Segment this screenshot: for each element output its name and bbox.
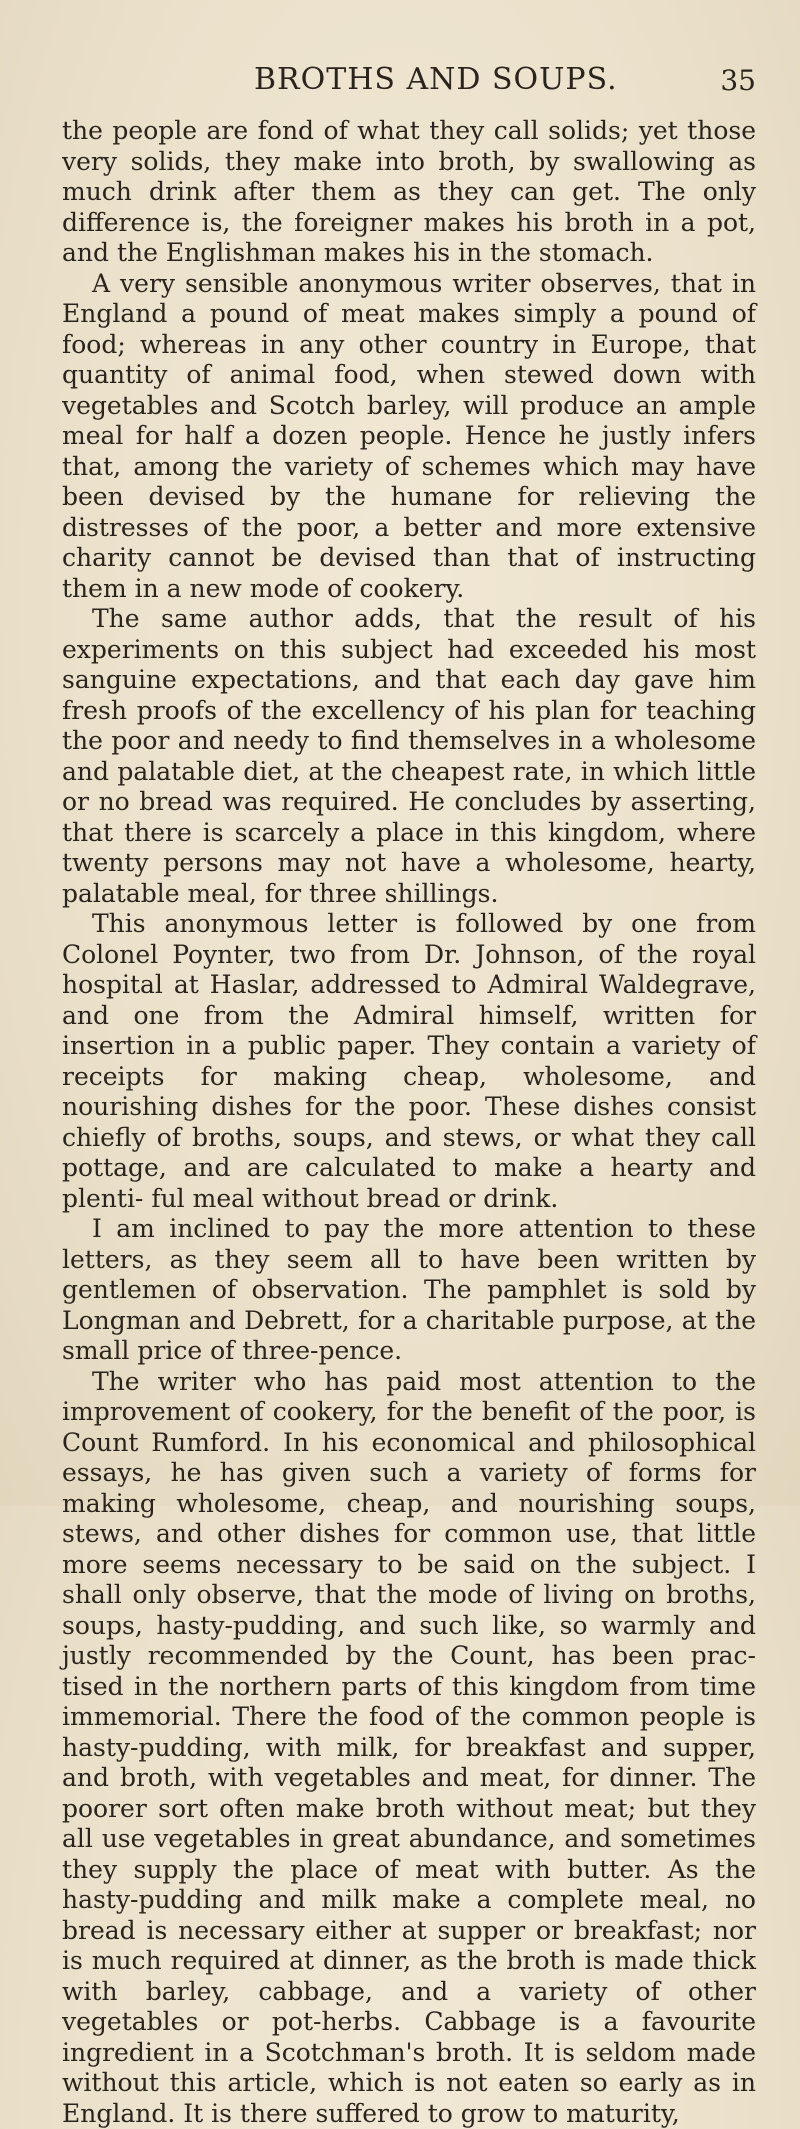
page-number: 35 bbox=[720, 64, 756, 97]
running-head bbox=[62, 62, 756, 98]
paragraph: the people are fond of what they call solids; yet those very solids, they make into broth, by swallowing as much drink after them as they can get. The only difference is, the foreigner makes his broth in a pot, and the Englishman makes his in the stomach. bbox=[62, 116, 756, 269]
paragraph: I am inclined to pay the more attention to these letters, as they seem all to have been written by gentlemen of observation. The pamphlet is sold by Longman and Debrett, for a charitable purpose, at the small price of three-pence. bbox=[62, 1214, 756, 1367]
paragraph: The writer who has paid most attention to the improvement of cookery, for the benefit of the poor, is Count Rumford. In his economical and philosophical essays, he has given such a variety of forms for making wholesome, cheap, and nourishing soups, stews, and other dishes for common use, that little more seems necessary to be said on the subject. I shall only observe, that the mode of living on broths, soups, hasty-pudding, and such like, so warmly and justly recommended by the Count, has been prac- tised in the northern parts of this kingdom from time immemorial. There the food of the common people is hasty-pudding, with milk, for breakfast and supper, and broth, with vegetables and meat, for dinner. The poorer sort often make broth without meat; but they all use vegetables in great abundance, and sometimes they supply the place of meat with butter. As the hasty-pudding and milk make a complete meal, no bread is necessary either at supper or breakfast; nor is much required at dinner, as the broth is made thick with barley, cabbage, and a variety of other vegetables or pot-herbs. Cabbage is a favourite ingredient in a Scotchman's broth. It is seldom made without this article, which is not eaten so early as in England. It is there suffered to grow to maturity, bbox=[62, 1367, 756, 2129]
paragraph: This anonymous letter is followed by one from Colonel Poynter, two from Dr. Johnson, of the royal hospital at Haslar, addressed to Admiral Waldegrave, and one from the Admiral himself, written for insertion in a public paper. They contain a variety of receipts for making cheap, wholesome, and nourishing dishes for the poor. These dishes consist chiefly of broths, soups, and stews, or what they call pottage, and are calculated to make a hearty and plenti- ful meal without bread or drink. bbox=[62, 909, 756, 1214]
running-title: BROTHS AND SOUPS. bbox=[254, 62, 618, 97]
body-text bbox=[62, 116, 756, 2129]
paragraph: The same author adds, that the result of his experiments on this subject had exceeded his most sanguine expectations, and that each day gave him fresh proofs of the excellency of his plan for teaching the poor and needy to find themselves in a wholesome and palatable diet, at the cheapest rate, in which little or no bread was required. He concludes by asserting, that there is scarcely a place in this kingdom, where twenty persons may not have a wholesome, hearty, palatable meal, for three shillings. bbox=[62, 604, 756, 909]
paragraph: A very sensible anonymous writer observes, that in England a pound of meat makes simply a pound of food; whereas in any other country in Europe, that quantity of animal food, when stewed down with vegetables and Scotch barley, will produce an ample meal for half a dozen people. Hence he justly infers that, among the variety of schemes which may have been devised by the humane for relieving the distresses of the poor, a better and more extensive charity cannot be devised than that of instructing them in a new mode of cookery. bbox=[62, 269, 756, 605]
